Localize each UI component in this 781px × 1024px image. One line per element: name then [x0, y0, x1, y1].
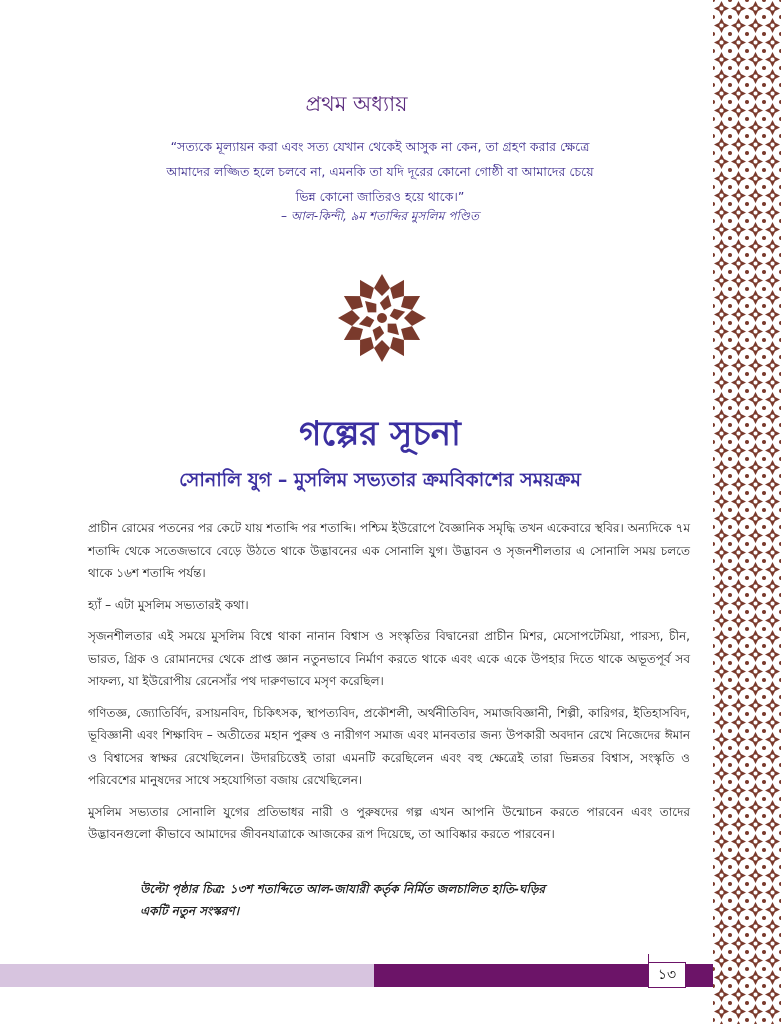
page-number: ১৩ [648, 962, 686, 988]
chapter-label: প্রথম অধ্যায় [305, 92, 408, 116]
paragraph: মুসলিম সভ্যতার সোনালি যুগের প্রতিভাধর নারী ও পুরুষদের গল্প এখন আপনি উন্মোচন করতে পারবেন এবং তাদের উদ্ভাবনগুলো কীভাবে আমাদের জীবনযাত্রাকে আজকের রূপ দিয়েছে, তা আবিষ্কার করতে পারবেন। [88, 804, 690, 841]
page-subtitle: সোনালি যুগ – মুসলিম সভ্যতার ক্রমবিকাশের সময়ক্রম [179, 469, 581, 491]
paragraph: হ্যাঁ – এটা মুসলিম সভ্যতারই কথা। [88, 597, 249, 612]
paragraph: সৃজনশীলতার এই সময়ে মুসলিম বিশ্বে থাকা নানান বিশ্বাস ও সংস্কৃতির বিদ্বানেরা প্রাচীন মিশর, মেসোপটেমিয়া, পারস্য, চীন, ভারত, গ্রিক ও রোমানদের থেকে প্রাপ্ত জ্ঞান নতুনভাবে নির্মাণ করতে থাকে এবং একে একে উপহার দিতে থাকে অভূতপূর্ব সব সাফল্য, যা ইউরোপীয় রেনেসাঁর পথ দারুণভাবে মসৃণ করেছিল। [88, 629, 690, 688]
footer-bar-light [0, 964, 374, 987]
page-number-tick [648, 954, 649, 962]
epigraph-attribution: – আল-কিন্দী, ৯ম শতাব্দির মুসলিম পণ্ডিত [281, 209, 479, 223]
decorative-pattern-border [713, 0, 781, 1024]
page-title: গল্পের সূচনা [299, 414, 461, 454]
paragraph: গণিতজ্ঞ, জ্যোতির্বিদ, রসায়নবিদ, চিকিৎসক, স্থাপত্যবিদ, প্রকৌশলী, অর্থনীতিবিদ, সমাজবিজ্ঞানী, শিল্পী, কারিগর, ইতিহাসবিদ, ভূবিজ্ঞানী এবং শিক্ষাবিদ – অতীতের মহান পুরুষ ও নারীগণ সমাজ এবং মানবতার জন্য উপকারী অবদান রেখে নিজেদের ঈমান ও বিশ্বাসের স্বাক্ষর রেখেছিলেন। উদারচিত্তেই তারা এমনটি করেছিলেন এবং বহু ক্ষেত্রেই তারা ভিন্নতর বিশ্বাস, সংস্কৃতি ও পরিবেশের মানুষদের সাথে সহযোগিতা বজায় রেখেছিলেন। [88, 705, 690, 787]
epigraph-quote: “সত্যকে মূল্যায়ন করা এবং সত্য যেখান থেকেই আসুক না কেন, তা গ্রহণ করার ক্ষেত্রে আমাদের লজ্জিত হলে চলবে না, এমনকি তা যদি দূরের কোনো গোষ্ঠী বা আমাদের চেয়ে ভিন্ন কোনো জাতিরও হয়ে থাকে।” [166, 139, 594, 204]
paragraph: প্রাচীন রোমের পতনের পর কেটে যায় শতাব্দি পর শতাব্দি। পশ্চিম ইউরোপে বৈজ্ঞানিক সমৃদ্ধি তখন একেবারে স্থবির। অন্যদিকে ৭ম শতাব্দি থেকে সতেজভাবে বেড়ে উঠতে থাকে উদ্ভাবনের এক সোনালি যুগ। উদ্ভাবন ও সৃজনশীলতার এ সোনালি সময় চলতে থাকে ১৬শ শতাব্দি পর্যন্ত। [88, 521, 690, 580]
body-text [88, 517, 690, 855]
star-rosette-icon [334, 270, 430, 366]
figure-caption: উল্টো পৃষ্ঠার চিত্র: ১৩শ শতাব্দিতে আল-জাযারী কর্তৃক নির্মিত জলচালিত হাতি-ঘড়ির একটি নতুন সংস্করণ। [140, 882, 546, 918]
